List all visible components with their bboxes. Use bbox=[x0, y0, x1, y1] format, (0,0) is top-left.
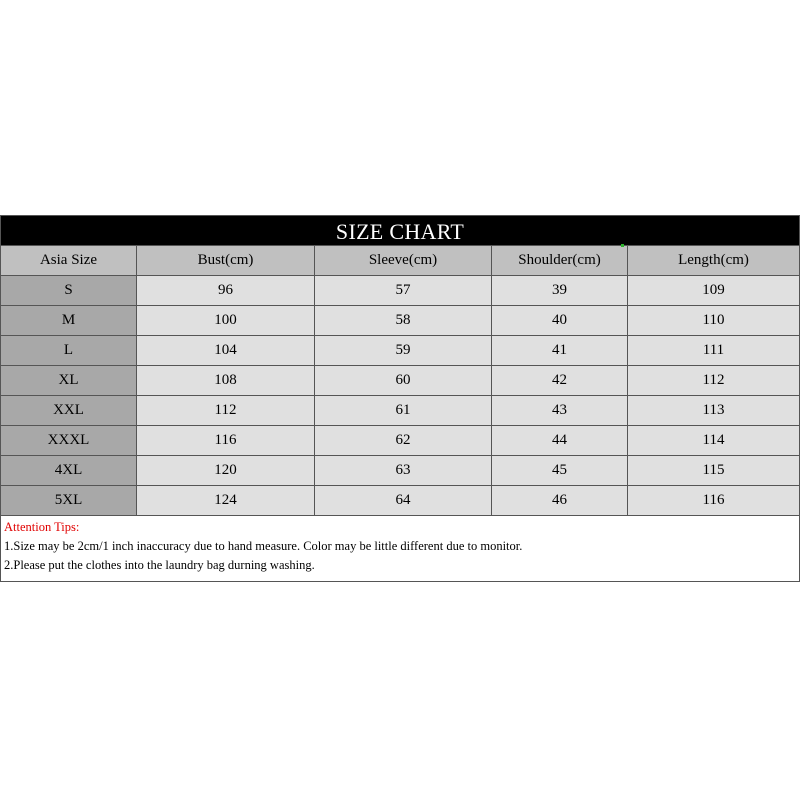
bust-cell: 104 bbox=[137, 336, 314, 365]
size-cell: XL bbox=[1, 366, 136, 395]
shoulder-cell: 41 bbox=[492, 336, 627, 365]
bust-cell: 100 bbox=[137, 306, 314, 335]
bust-cell: 108 bbox=[137, 366, 314, 395]
size-cell: 4XL bbox=[1, 456, 136, 485]
green-corner-mark bbox=[621, 244, 624, 247]
shoulder-cell: 45 bbox=[492, 456, 627, 485]
bust-cell: 116 bbox=[137, 426, 314, 455]
chart-title: SIZE CHART bbox=[1, 216, 799, 245]
attention-tips bbox=[1, 516, 799, 577]
tip-item: 1.Size may be 2cm/1 inch inaccuracy due to hand measure. Color may be little different due to monitor. bbox=[4, 539, 523, 553]
size-cell: XXXL bbox=[1, 426, 136, 455]
sleeve-cell: 60 bbox=[315, 366, 491, 395]
length-cell: 113 bbox=[628, 396, 799, 425]
size-cell: 5XL bbox=[1, 486, 136, 515]
length-cell: 111 bbox=[628, 336, 799, 365]
bust-cell: 124 bbox=[137, 486, 314, 515]
sleeve-cell: 63 bbox=[315, 456, 491, 485]
bust-cell: 120 bbox=[137, 456, 314, 485]
header-shoulder: Shoulder(cm) bbox=[492, 246, 627, 275]
header-sleeve: Sleeve(cm) bbox=[315, 246, 491, 275]
sleeve-cell: 59 bbox=[315, 336, 491, 365]
size-cell: S bbox=[1, 276, 136, 305]
length-cell: 112 bbox=[628, 366, 799, 395]
sleeve-cell: 64 bbox=[315, 486, 491, 515]
header-length: Length(cm) bbox=[628, 246, 799, 275]
size-chart bbox=[0, 215, 800, 582]
shoulder-cell: 40 bbox=[492, 306, 627, 335]
shoulder-cell: 46 bbox=[492, 486, 627, 515]
size-cell: M bbox=[1, 306, 136, 335]
sleeve-cell: 61 bbox=[315, 396, 491, 425]
header-asia-size: Asia Size bbox=[1, 246, 136, 275]
length-cell: 109 bbox=[628, 276, 799, 305]
length-cell: 114 bbox=[628, 426, 799, 455]
length-cell: 110 bbox=[628, 306, 799, 335]
length-cell: 115 bbox=[628, 456, 799, 485]
length-cell: 116 bbox=[628, 486, 799, 515]
bust-cell: 112 bbox=[137, 396, 314, 425]
sleeve-cell: 58 bbox=[315, 306, 491, 335]
size-cell: XXL bbox=[1, 396, 136, 425]
shoulder-cell: 39 bbox=[492, 276, 627, 305]
bust-cell: 96 bbox=[137, 276, 314, 305]
size-table bbox=[1, 245, 799, 516]
shoulder-cell: 43 bbox=[492, 396, 627, 425]
tips-title: Attention Tips: bbox=[4, 520, 80, 534]
sleeve-cell: 62 bbox=[315, 426, 491, 455]
tip-item: 2.Please put the clothes into the laundry bag durning washing. bbox=[4, 558, 315, 572]
shoulder-cell: 44 bbox=[492, 426, 627, 455]
size-cell: L bbox=[1, 336, 136, 365]
header-bust: Bust(cm) bbox=[137, 246, 314, 275]
shoulder-cell: 42 bbox=[492, 366, 627, 395]
sleeve-cell: 57 bbox=[315, 276, 491, 305]
